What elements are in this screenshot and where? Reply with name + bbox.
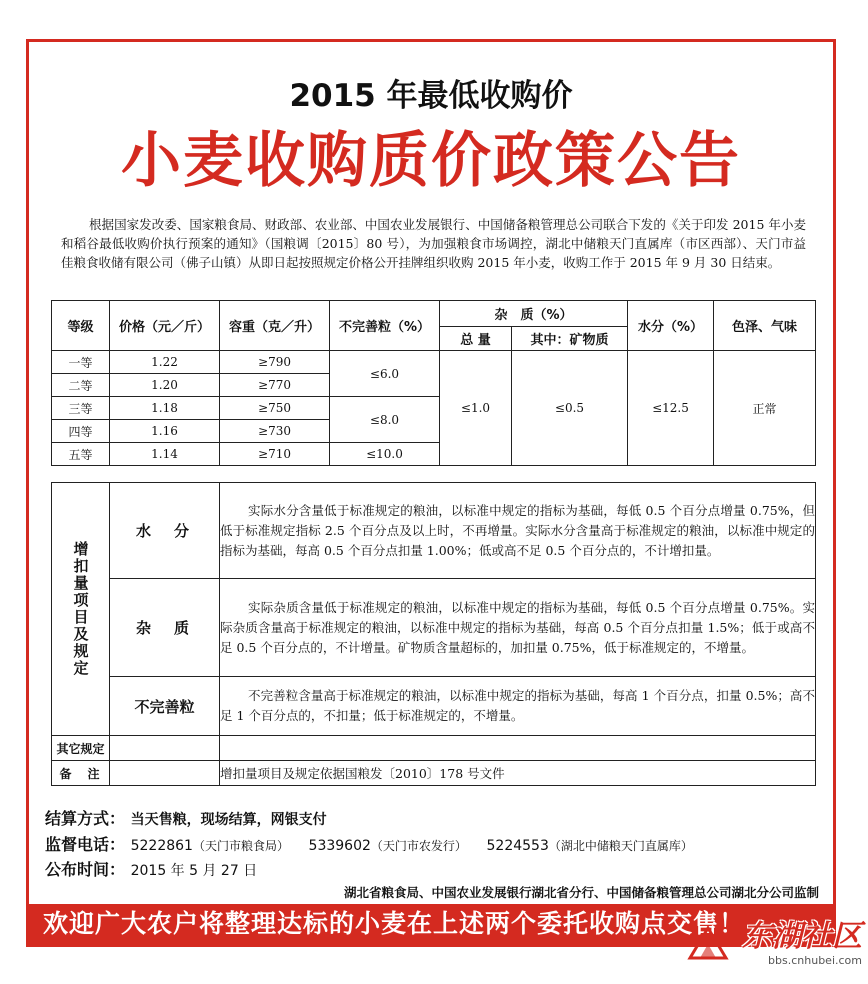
- welcome-banner: 欢迎广大农户将整理达标的小麦在上述两个委托收购点交售！: [29, 904, 833, 944]
- phone-line: [45, 834, 825, 857]
- phone-org: （天门市农发行）: [370, 839, 467, 853]
- watermark-url: bbs.cnhubei.com: [768, 954, 862, 967]
- price-cell: 1.18: [110, 397, 220, 420]
- phone-org: （湖北中储粮天门直属库）: [548, 839, 693, 853]
- imperfect-cell: ≤10.0: [330, 443, 440, 466]
- header-impurity: 杂 质（%）: [440, 301, 628, 327]
- price-cell: 1.20: [110, 374, 220, 397]
- deduction-item-text: 不完善粒含量高于标准规定的粮油，以标准中规定的指标为基础，每高 1 个百分点，扣量 0.5%；高不足 1 个百分点的，不扣量；低于标准规定的，不增量。: [220, 677, 816, 736]
- header-imperfect: 不完善粒（%）: [330, 301, 440, 351]
- phone-number: 5339602: [308, 838, 371, 854]
- phone-number: 5222861: [130, 838, 193, 854]
- notice-subtitle: 2015 年最低收购价: [289, 78, 573, 114]
- price-cell: 1.22: [110, 351, 220, 374]
- settlement-value: 当天售粮，现场结算，网银支付: [130, 812, 327, 828]
- header-grade: 等级: [52, 301, 110, 351]
- imperfect-cell: ≤6.0: [330, 351, 440, 397]
- intro-paragraph: 根据国家发改委、国家粮食局、财政部、农业部、中国农业发展银行、中国储备粮管理总公司联合下发的《关于印发 2015 年小麦和稻谷最低收购价执行预案的通知》（国粮调〔2015〕80 号），为加强粮食市场调控，湖北中储粮天门直属库（市区西部）、天门市益佳粮食收储有限公司（佛子山镇）从即日起按照规定价格公开挂牌组织收购 2015 年小麦，收购工作于 2015 年 9 月 30 日结束。: [61, 217, 806, 270]
- note-text: 增扣量项目及规定依据国粮发〔2010〕178 号文件: [220, 761, 816, 786]
- deduction-item-label: 水 分: [110, 483, 220, 579]
- deduction-item-text: 实际杂质含量低于标准规定的粮油，以标准中规定的指标为基础，每低 0.5 个百分点增量 0.75%。实际杂质含量高于标准规定的粮油，以标准中规定的指标为基础，每高 0.5 个百分点扣量 1.5%；低于或高不足 0.5 个百分点的，不计增量。矿物质含量超标的，加扣量 0.75%，低于标准规定的，不增量。: [220, 579, 816, 677]
- price-cell: 1.14: [110, 443, 220, 466]
- grade-cell: 一等: [52, 351, 110, 374]
- header-price: 价格（元／斤）: [110, 301, 220, 351]
- note-empty: [110, 761, 220, 786]
- settlement-line: [45, 808, 825, 831]
- supervisors-line: 湖北省粮食局、中国农业发展银行湖北省分行、中国储备粮管理总公司湖北分公司监制: [343, 885, 819, 900]
- density-cell: ≥750: [220, 397, 330, 420]
- publish-label: 公布时间：: [45, 860, 126, 879]
- phone-label: 监督电话：: [45, 835, 126, 854]
- header-impurity-total: 总 量: [440, 327, 512, 351]
- watermark: [682, 920, 862, 978]
- price-cell: 1.16: [110, 420, 220, 443]
- moisture-cell: ≤12.5: [628, 351, 714, 466]
- deduction-table: [51, 482, 816, 786]
- price-table: [51, 300, 816, 466]
- other-rules-label: 其它规定: [52, 736, 110, 761]
- header-impurity-mineral: 其中：矿物质: [512, 327, 628, 351]
- other-rules-empty: [110, 736, 220, 761]
- table-row: [52, 351, 816, 374]
- grade-cell: 二等: [52, 374, 110, 397]
- header-moisture: 水分（%）: [628, 301, 714, 351]
- density-cell: ≥770: [220, 374, 330, 397]
- color-smell-cell: 正常: [714, 351, 816, 466]
- phone-org: （天门市粮食局）: [192, 839, 289, 853]
- watermark-name: 东湖社区: [742, 919, 862, 954]
- publish-value: 2015 年 5 月 27 日: [130, 863, 258, 879]
- density-cell: ≥790: [220, 351, 330, 374]
- deduction-item-label: 不完善粒: [110, 677, 220, 736]
- density-cell: ≥710: [220, 443, 330, 466]
- phone-number: 5224553: [486, 838, 549, 854]
- notice-frame: [26, 39, 836, 947]
- grade-cell: 三等: [52, 397, 110, 420]
- header-color-smell: 色泽、气味: [714, 301, 816, 351]
- publish-line: [45, 859, 825, 882]
- notice-title: 小麦收购质价政策公告: [121, 126, 741, 196]
- header-density: 容重（克／升）: [220, 301, 330, 351]
- settlement-label: 结算方式：: [45, 809, 126, 828]
- density-cell: ≥730: [220, 420, 330, 443]
- deduction-item-label: 杂 质: [110, 579, 220, 677]
- deduction-side-label: 增扣量项目及规定: [71, 541, 90, 677]
- logo-icon: [686, 924, 730, 964]
- grade-cell: 四等: [52, 420, 110, 443]
- imperfect-cell: ≤8.0: [330, 397, 440, 443]
- note-label: 备 注: [52, 761, 110, 786]
- deduction-item-text: 实际水分含量低于标准规定的粮油，以标准中规定的指标为基础，每低 0.5 个百分点增量 0.75%，但低于标准规定指标 2.5 个百分点及以上时，不再增量。实际水分含量高于标准规定的粮油，以标准中规定的指标为基础，每高 0.5 个百分点扣量 1.00%；低或高不足 0.5 个百分点的，不计增扣量。: [220, 483, 816, 579]
- impurity-mineral-cell: ≤0.5: [512, 351, 628, 466]
- impurity-total-cell: ≤1.0: [440, 351, 512, 466]
- grade-cell: 五等: [52, 443, 110, 466]
- deduction-side-cell: [52, 483, 110, 736]
- other-rules-value: [220, 736, 816, 761]
